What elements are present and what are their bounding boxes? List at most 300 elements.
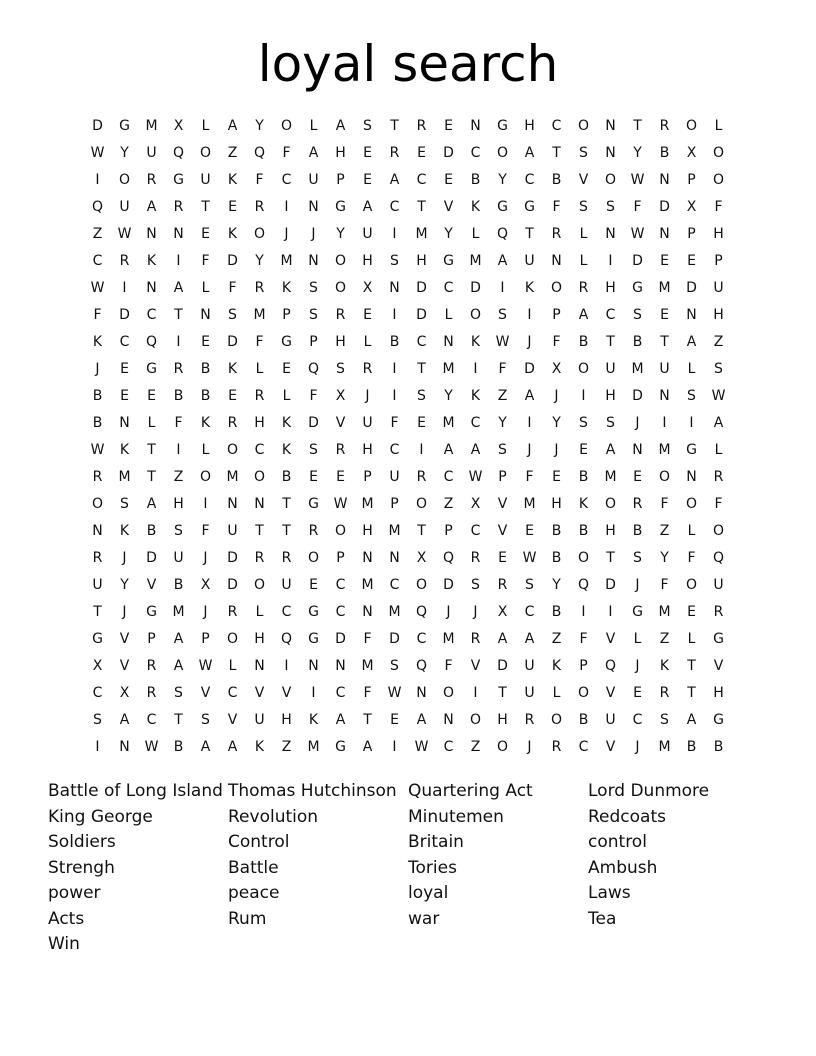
- grid-letter: R: [362, 360, 373, 377]
- grid-letter: X: [416, 549, 427, 566]
- word-list-item: Minutemen: [408, 806, 504, 827]
- grid-letter: O: [199, 144, 212, 161]
- grid-letter: I: [203, 495, 208, 512]
- grid-letter: F: [201, 252, 210, 269]
- grid-letter: D: [146, 549, 157, 566]
- grid-letter: C: [470, 522, 481, 539]
- grid-letter: H: [281, 711, 292, 728]
- grid-letter: C: [119, 333, 130, 350]
- grid-letter: F: [579, 630, 588, 647]
- grid-letter: E: [120, 360, 129, 377]
- grid-letter: J: [635, 414, 640, 431]
- grid-letter: P: [147, 630, 156, 647]
- grid-letter: B: [200, 360, 211, 377]
- grid-letter: N: [659, 387, 670, 404]
- grid-letter: U: [362, 414, 373, 431]
- grid-letter: H: [713, 225, 724, 242]
- grid-letter: D: [443, 144, 454, 161]
- grid-letter: T: [606, 549, 615, 566]
- grid-letter: M: [442, 414, 455, 431]
- grid-letter: U: [254, 711, 265, 728]
- grid-letter: I: [284, 198, 289, 215]
- grid-letter: Q: [496, 225, 509, 242]
- grid-letter: H: [713, 684, 724, 701]
- page-title: loyal search: [257, 35, 559, 93]
- grid-letter: V: [146, 576, 157, 593]
- grid-letter: H: [713, 306, 724, 323]
- grid-letter: D: [605, 576, 616, 593]
- grid-letter: K: [470, 387, 481, 404]
- grid-letter: J: [527, 738, 532, 755]
- grid-letter: J: [554, 441, 559, 458]
- grid-letter: G: [713, 630, 724, 647]
- grid-letter: B: [92, 387, 103, 404]
- grid-letter: R: [659, 684, 670, 701]
- grid-letter: X: [470, 495, 481, 512]
- grid-letter: L: [309, 117, 318, 134]
- grid-letter: U: [659, 360, 670, 377]
- grid-letter: M: [253, 306, 266, 323]
- grid-letter: N: [227, 495, 238, 512]
- grid-letter: G: [335, 198, 346, 215]
- grid-letter: M: [307, 738, 320, 755]
- grid-letter: M: [361, 495, 374, 512]
- grid-letter: P: [687, 225, 696, 242]
- grid-letter: O: [91, 495, 104, 512]
- grid-letter: O: [550, 711, 563, 728]
- grid-letter: N: [632, 441, 643, 458]
- grid-letter: O: [712, 522, 725, 539]
- grid-letter: Z: [92, 225, 103, 242]
- grid-letter: K: [281, 441, 292, 458]
- grid-letter: I: [500, 279, 505, 296]
- grid-letter: E: [633, 684, 642, 701]
- grid-letter: F: [660, 576, 669, 593]
- grid-letter: A: [470, 441, 481, 458]
- grid-letter: C: [605, 306, 616, 323]
- grid-letter: P: [336, 549, 345, 566]
- grid-letter: F: [714, 495, 723, 512]
- grid-letter: T: [174, 306, 183, 323]
- grid-letter: G: [632, 603, 643, 620]
- grid-letter: B: [92, 414, 103, 431]
- grid-letter: G: [497, 198, 508, 215]
- grid-letter: S: [687, 387, 696, 404]
- grid-letter: F: [363, 630, 372, 647]
- word-list: [48, 779, 768, 958]
- grid-letter: A: [227, 738, 238, 755]
- grid-letter: B: [713, 738, 724, 755]
- grid-letter: G: [308, 495, 319, 512]
- grid-letter: D: [686, 279, 697, 296]
- grid-letter: N: [119, 738, 130, 755]
- grid-letter: R: [227, 414, 238, 431]
- grid-letter: A: [443, 441, 454, 458]
- grid-letter: K: [281, 279, 292, 296]
- grid-letter: R: [92, 468, 103, 485]
- grid-letter: A: [227, 117, 238, 134]
- grid-letter: G: [173, 171, 184, 188]
- grid-letter: F: [309, 387, 318, 404]
- grid-letter: I: [662, 414, 667, 431]
- grid-letter: Q: [145, 333, 158, 350]
- grid-letter: I: [392, 360, 397, 377]
- grid-letter: T: [417, 360, 426, 377]
- grid-letter: R: [713, 468, 724, 485]
- grid-letter: B: [146, 522, 157, 539]
- grid-letter: N: [308, 198, 319, 215]
- grid-letter: J: [635, 576, 640, 593]
- grid-letter: A: [524, 144, 535, 161]
- grid-letter: T: [606, 333, 615, 350]
- grid-letter: D: [632, 252, 643, 269]
- grid-letter: E: [660, 252, 669, 269]
- grid-letter: D: [443, 576, 454, 593]
- word-list-item: Win: [48, 934, 80, 954]
- grid-letter: F: [174, 414, 183, 431]
- grid-letter: G: [119, 117, 130, 134]
- grid-letter: Z: [659, 522, 670, 539]
- grid-letter: G: [443, 252, 454, 269]
- grid-letter: F: [525, 468, 534, 485]
- grid-letter: N: [389, 549, 400, 566]
- grid-letter: C: [92, 252, 103, 269]
- grid-letter: O: [118, 171, 131, 188]
- grid-letter: D: [227, 576, 238, 593]
- grid-letter: V: [335, 414, 346, 431]
- word-list-item: Britain: [408, 832, 464, 852]
- grid-letter: R: [173, 198, 184, 215]
- grid-letter: D: [119, 306, 130, 323]
- grid-letter: Q: [442, 549, 455, 566]
- grid-letter: M: [469, 252, 482, 269]
- grid-letter: R: [389, 144, 400, 161]
- grid-letter: N: [659, 171, 670, 188]
- grid-letter: W: [630, 225, 645, 242]
- grid-letter: V: [227, 711, 238, 728]
- grid-letter: W: [414, 738, 429, 755]
- grid-letter: Q: [577, 576, 590, 593]
- grid-letter: M: [604, 468, 617, 485]
- grid-letter: H: [362, 441, 373, 458]
- grid-letter: J: [635, 738, 640, 755]
- grid-letter: W: [522, 549, 537, 566]
- grid-letter: Z: [470, 738, 481, 755]
- grid-letter: K: [92, 333, 103, 350]
- grid-letter: L: [228, 657, 237, 674]
- grid-letter: R: [119, 252, 130, 269]
- grid-letter: J: [527, 441, 532, 458]
- grid-letter: Q: [604, 657, 617, 674]
- grid-letter: F: [282, 144, 291, 161]
- grid-letter: S: [606, 198, 615, 215]
- grid-letter: H: [173, 495, 184, 512]
- grid-letter: R: [254, 198, 265, 215]
- grid-letter: W: [198, 657, 213, 674]
- grid-letter: N: [443, 333, 454, 350]
- grid-letter: A: [713, 414, 724, 431]
- grid-letter: E: [336, 468, 345, 485]
- grid-letter: X: [173, 117, 184, 134]
- grid-letter: X: [362, 279, 373, 296]
- grid-letter: K: [146, 252, 157, 269]
- grid-letter: W: [144, 738, 159, 755]
- grid-letter: O: [658, 468, 671, 485]
- grid-letter: S: [93, 711, 102, 728]
- grid-letter: B: [578, 711, 589, 728]
- grid-letter: J: [122, 549, 127, 566]
- grid-letter: M: [658, 603, 671, 620]
- grid-letter: K: [308, 711, 319, 728]
- grid-letter: R: [551, 225, 562, 242]
- grid-letter: I: [473, 360, 478, 377]
- grid-letter: A: [362, 738, 373, 755]
- grid-letter: N: [92, 522, 103, 539]
- grid-letter: M: [172, 603, 185, 620]
- grid-letter: E: [309, 468, 318, 485]
- grid-letter: L: [201, 117, 210, 134]
- grid-letter: C: [443, 738, 454, 755]
- grid-letter: T: [174, 711, 183, 728]
- grid-letter: V: [200, 684, 211, 701]
- grid-letter: G: [281, 333, 292, 350]
- grid-letter: A: [497, 252, 508, 269]
- grid-letter: T: [201, 198, 210, 215]
- grid-letter: R: [173, 360, 184, 377]
- grid-letter: S: [498, 441, 507, 458]
- grid-letter: H: [605, 387, 616, 404]
- grid-letter: C: [389, 198, 400, 215]
- grid-letter: D: [227, 549, 238, 566]
- grid-letter: D: [227, 333, 238, 350]
- grid-letter: A: [146, 495, 157, 512]
- grid-letter: Y: [444, 387, 453, 404]
- grid-letter: U: [146, 144, 157, 161]
- grid-letter: Z: [281, 738, 292, 755]
- grid-letter: I: [581, 603, 586, 620]
- grid-letter: F: [201, 522, 210, 539]
- grid-letter: R: [335, 441, 346, 458]
- grid-letter: P: [309, 333, 318, 350]
- word-list-item: Ambush: [588, 857, 658, 878]
- grid-letter: B: [686, 738, 697, 755]
- grid-letter: F: [390, 414, 399, 431]
- word-list-item: Revolution: [228, 806, 319, 827]
- grid-letter: C: [551, 117, 562, 134]
- grid-letter: C: [443, 468, 454, 485]
- grid-letter: D: [497, 657, 508, 674]
- grid-letter: H: [605, 279, 616, 296]
- grid-letter: T: [255, 522, 264, 539]
- grid-letter: C: [524, 603, 535, 620]
- grid-letter: H: [524, 117, 535, 134]
- grid-letter: T: [498, 684, 507, 701]
- grid-letter: S: [390, 252, 399, 269]
- grid-letter: M: [658, 279, 671, 296]
- grid-letter: I: [311, 684, 316, 701]
- grid-letter: I: [95, 171, 100, 188]
- grid-letter: S: [336, 360, 345, 377]
- grid-letter: V: [281, 684, 292, 701]
- grid-letter: S: [606, 414, 615, 431]
- grid-letter: K: [200, 414, 211, 431]
- grid-letter: U: [605, 360, 616, 377]
- grid-letter: O: [577, 684, 590, 701]
- grid-letter: F: [255, 171, 264, 188]
- grid-letter: O: [604, 171, 617, 188]
- grid-letter: I: [473, 684, 478, 701]
- grid-letter: B: [632, 522, 643, 539]
- grid-letter: R: [254, 549, 265, 566]
- grid-letter: A: [605, 441, 616, 458]
- grid-letter: Z: [659, 630, 670, 647]
- grid-letter: Y: [255, 117, 264, 134]
- grid-letter: H: [605, 522, 616, 539]
- grid-letter: I: [392, 225, 397, 242]
- grid-letter: V: [443, 198, 454, 215]
- word-list-item: Laws: [588, 883, 631, 903]
- grid-letter: R: [497, 576, 508, 593]
- grid-letter: O: [469, 306, 482, 323]
- grid-letter: E: [309, 576, 318, 593]
- grid-letter: V: [497, 495, 508, 512]
- grid-letter: N: [686, 468, 697, 485]
- grid-letter: N: [686, 306, 697, 323]
- grid-letter: G: [686, 441, 697, 458]
- word-list-item: Control: [228, 832, 290, 852]
- grid-letter: A: [173, 657, 184, 674]
- grid-letter: R: [416, 117, 427, 134]
- grid-letter: E: [201, 225, 210, 242]
- grid-letter: E: [228, 198, 237, 215]
- grid-letter: Q: [253, 144, 266, 161]
- grid-letter: E: [498, 549, 507, 566]
- grid-letter: K: [551, 657, 562, 674]
- grid-letter: B: [281, 468, 292, 485]
- grid-letter: W: [711, 387, 726, 404]
- grid-letter: W: [117, 225, 132, 242]
- grid-letter: T: [660, 333, 669, 350]
- grid-letter: U: [92, 576, 103, 593]
- word-list-item: Tories: [408, 857, 457, 878]
- grid-letter: U: [524, 657, 535, 674]
- grid-letter: O: [712, 144, 725, 161]
- grid-letter: S: [714, 360, 723, 377]
- grid-letter: B: [470, 171, 481, 188]
- grid-letter: P: [579, 657, 588, 674]
- grid-letter: Q: [91, 198, 104, 215]
- grid-letter: V: [605, 630, 616, 647]
- grid-letter: I: [392, 738, 397, 755]
- grid-letter: R: [416, 468, 427, 485]
- grid-letter: Q: [415, 657, 428, 674]
- grid-letter: D: [416, 306, 427, 323]
- grid-letter: H: [254, 630, 265, 647]
- grid-letter: N: [605, 225, 616, 242]
- grid-letter: B: [173, 387, 184, 404]
- grid-letter: B: [551, 603, 562, 620]
- grid-letter: J: [95, 360, 100, 377]
- grid-letter: V: [578, 171, 589, 188]
- grid-letter: A: [308, 144, 319, 161]
- grid-letter: J: [203, 603, 208, 620]
- grid-letter: M: [361, 576, 374, 593]
- grid-letter: L: [579, 252, 588, 269]
- grid-letter: W: [468, 468, 483, 485]
- grid-letter: I: [419, 441, 424, 458]
- grid-letter: E: [633, 468, 642, 485]
- grid-letter: H: [497, 711, 508, 728]
- grid-letter: I: [176, 252, 181, 269]
- grid-letter: E: [147, 387, 156, 404]
- grid-letter: Y: [120, 576, 129, 593]
- grid-letter: G: [632, 279, 643, 296]
- grid-letter: O: [550, 279, 563, 296]
- grid-letter: D: [92, 117, 103, 134]
- word-list-item: loyal: [408, 883, 449, 903]
- grid-letter: O: [226, 630, 239, 647]
- grid-letter: H: [362, 252, 373, 269]
- grid-letter: D: [632, 387, 643, 404]
- grid-letter: F: [714, 198, 723, 215]
- grid-letter: U: [524, 252, 535, 269]
- grid-letter: Z: [713, 333, 724, 350]
- grid-letter: Y: [444, 225, 453, 242]
- grid-letter: U: [308, 171, 319, 188]
- grid-letter: I: [176, 333, 181, 350]
- grid-letter: C: [470, 144, 481, 161]
- grid-letter: A: [389, 171, 400, 188]
- grid-letter: H: [362, 522, 373, 539]
- word-list-item: control: [588, 832, 647, 852]
- grid-letter: J: [527, 333, 532, 350]
- grid-letter: X: [335, 387, 346, 404]
- grid-letter: G: [524, 198, 535, 215]
- grid-letter: L: [147, 414, 156, 431]
- grid-letter: S: [309, 441, 318, 458]
- grid-letter: E: [282, 360, 291, 377]
- grid-letter: E: [417, 144, 426, 161]
- grid-letter: F: [498, 360, 507, 377]
- grid-letter: S: [579, 198, 588, 215]
- grid-letter: K: [524, 279, 535, 296]
- grid-letter: N: [146, 279, 157, 296]
- grid-letter: C: [524, 171, 535, 188]
- grid-letter: B: [659, 144, 670, 161]
- word-list-item: power: [48, 883, 101, 903]
- grid-letter: F: [444, 657, 453, 674]
- grid-letter: J: [365, 387, 370, 404]
- grid-letter: K: [578, 495, 589, 512]
- grid-letter: I: [284, 657, 289, 674]
- grid-letter: R: [659, 117, 670, 134]
- grid-letter: W: [495, 333, 510, 350]
- grid-letter: H: [416, 252, 427, 269]
- grid-letter: A: [200, 738, 211, 755]
- grid-letter: U: [713, 576, 724, 593]
- word-list-item: Battle of Long Island: [48, 781, 223, 801]
- grid-letter: U: [281, 576, 292, 593]
- grid-letter: N: [335, 657, 346, 674]
- grid-letter: R: [470, 549, 481, 566]
- grid-letter: O: [685, 495, 698, 512]
- grid-letter: A: [686, 711, 697, 728]
- grid-letter: B: [632, 333, 643, 350]
- grid-letter: V: [470, 657, 481, 674]
- grid-letter: R: [308, 522, 319, 539]
- grid-letter: P: [552, 306, 561, 323]
- grid-letter: Y: [120, 144, 129, 161]
